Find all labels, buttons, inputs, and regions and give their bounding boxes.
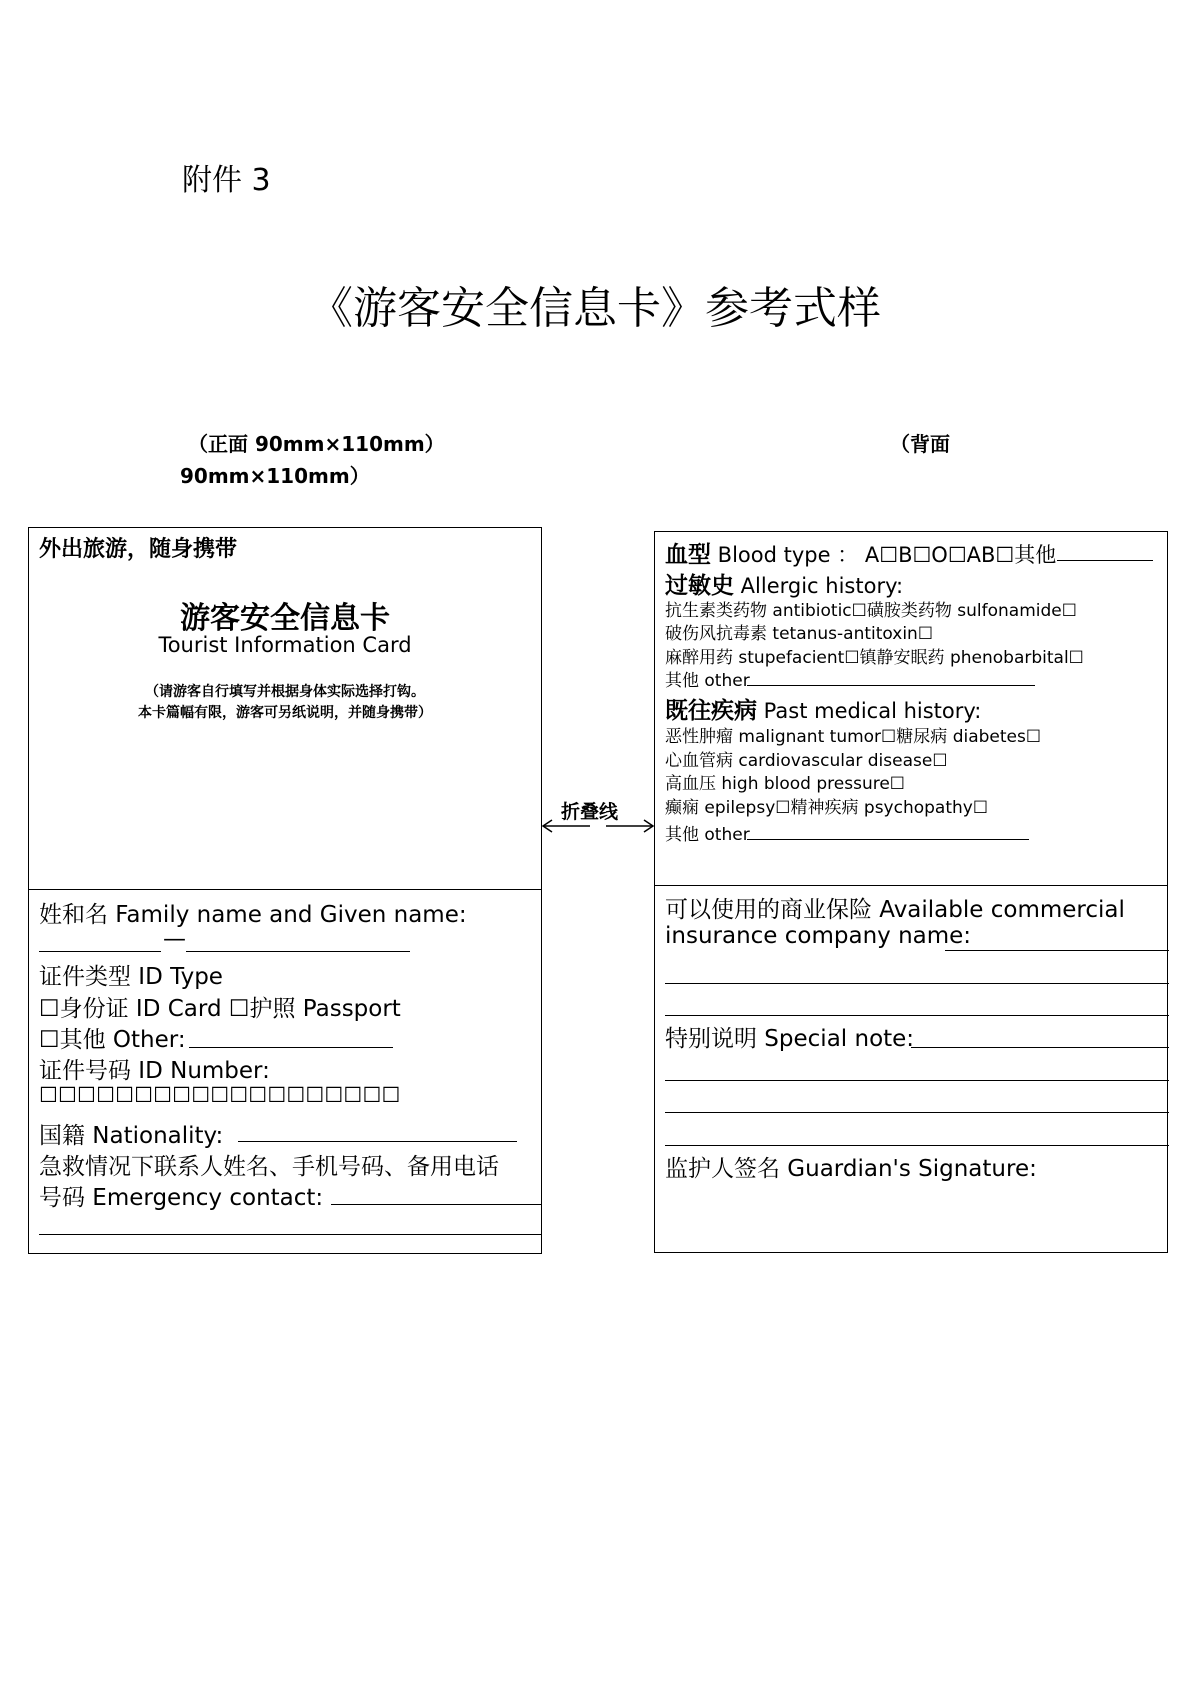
past-other-line[interactable]	[747, 839, 1029, 840]
guardian-signature-label: 监护人签名 Guardian's Signature:	[665, 1156, 1037, 1182]
insurance-line-3[interactable]	[665, 1015, 1169, 1016]
emergency-label-line2: 号码 Emergency contact:	[39, 1185, 324, 1211]
front-card	[28, 527, 542, 1254]
id-type-label: 证件类型 ID Type	[39, 964, 223, 990]
family-name-line[interactable]	[39, 951, 161, 952]
insurance-label-line2: insurance company name:	[665, 923, 972, 949]
fold-line-label: 折叠线	[561, 801, 619, 823]
id-number-label: 证件号码 ID Number:	[39, 1058, 270, 1084]
allergy-item-2[interactable]: 破伤风抗毒素 tetanus-antitoxin☐	[665, 624, 934, 644]
past-history-en: Past medical history:	[757, 699, 982, 723]
insurance-line-2[interactable]	[665, 983, 1169, 984]
past-history-heading	[665, 692, 981, 725]
nationality-line[interactable]	[238, 1141, 517, 1142]
allergy-item-3[interactable]: 麻醉用药 stupefacient☐镇静安眠药 phenobarbital☐	[665, 648, 1084, 668]
blood-other-line[interactable]	[1057, 560, 1153, 561]
past-other: 其他 other	[665, 825, 750, 845]
nationality-label: 国籍 Nationality:	[39, 1123, 224, 1149]
emergency-line-1[interactable]	[331, 1204, 542, 1205]
id-type-other-line[interactable]	[189, 1047, 393, 1048]
name-label: 姓和名 Family name and Given name:	[39, 902, 467, 928]
blood-type-cn: 血型	[665, 542, 711, 568]
name-dash: —	[163, 926, 186, 952]
blood-type-en: Blood type ： A☐B☐O☐AB☐其他	[711, 543, 1057, 567]
card-title-cn: 游客安全信息卡	[180, 601, 390, 636]
front-divider	[29, 889, 541, 890]
special-note-label: 特别说明 Special note:	[665, 1026, 915, 1052]
past-item-4[interactable]: 癫痫 epilepsy☐精神疾病 psychopathy☐	[665, 798, 989, 818]
insurance-line-1[interactable]	[945, 950, 1169, 951]
allergy-other-line[interactable]	[747, 685, 1035, 686]
id-number-boxes[interactable]: ☐☐☐☐☐☐☐☐☐☐☐☐☐☐☐☐☐☐☐	[39, 1083, 401, 1107]
allergy-heading-cn: 过敏史	[665, 573, 734, 599]
fold-arrow-icon	[540, 818, 656, 834]
back-card	[654, 531, 1168, 1253]
card-note-line2: 本卡篇幅有限，游客可另纸说明，并随身携带）	[138, 705, 432, 721]
past-history-cn: 既往疾病	[665, 698, 757, 724]
back-size-label: （背面	[890, 432, 950, 456]
front-size-label: （正面 90mm×110mm）	[188, 432, 445, 456]
special-note-line-3[interactable]	[665, 1112, 1169, 1113]
insurance-label-line1: 可以使用的商业保险 Available commercial	[665, 897, 1125, 923]
attachment-label: 附件 3	[182, 163, 271, 198]
back-size-dimension: 90mm×110mm）	[180, 464, 370, 488]
card-note-line1: （请游客自行填写并根据身体实际选择打钩。	[145, 684, 425, 700]
emergency-line-2[interactable]	[39, 1234, 542, 1235]
allergy-other: 其他 other	[665, 671, 750, 691]
allergy-heading-en: Allergic history:	[734, 574, 904, 598]
blood-type-row[interactable]	[665, 536, 1056, 569]
emergency-label-line1: 急救情况下联系人姓名、手机号码、备用电话	[39, 1154, 499, 1180]
page-title: 《游客安全信息卡》参考式样	[309, 283, 881, 334]
id-type-other[interactable]: ☐其他 Other:	[39, 1027, 186, 1053]
card-title-en: Tourist Information Card	[158, 633, 412, 657]
back-divider	[655, 885, 1167, 886]
id-type-options[interactable]: ☐身份证 ID Card ☐护照 Passport	[39, 996, 401, 1022]
allergy-item-1[interactable]: 抗生素类药物 antibiotic☐磺胺类药物 sulfonamide☐	[665, 601, 1077, 621]
past-item-2[interactable]: 心血管病 cardiovascular disease☐	[665, 751, 948, 771]
special-note-line-1[interactable]	[911, 1047, 1169, 1048]
special-note-line-4[interactable]	[665, 1145, 1169, 1146]
carry-note: 外出旅游，随身携带	[39, 537, 238, 562]
past-item-3[interactable]: 高血压 high blood pressure☐	[665, 774, 906, 794]
past-item-1[interactable]: 恶性肿瘤 malignant tumor☐糖尿病 diabetes☐	[665, 727, 1042, 747]
given-name-line[interactable]	[186, 951, 410, 952]
special-note-line-2[interactable]	[665, 1080, 1169, 1081]
